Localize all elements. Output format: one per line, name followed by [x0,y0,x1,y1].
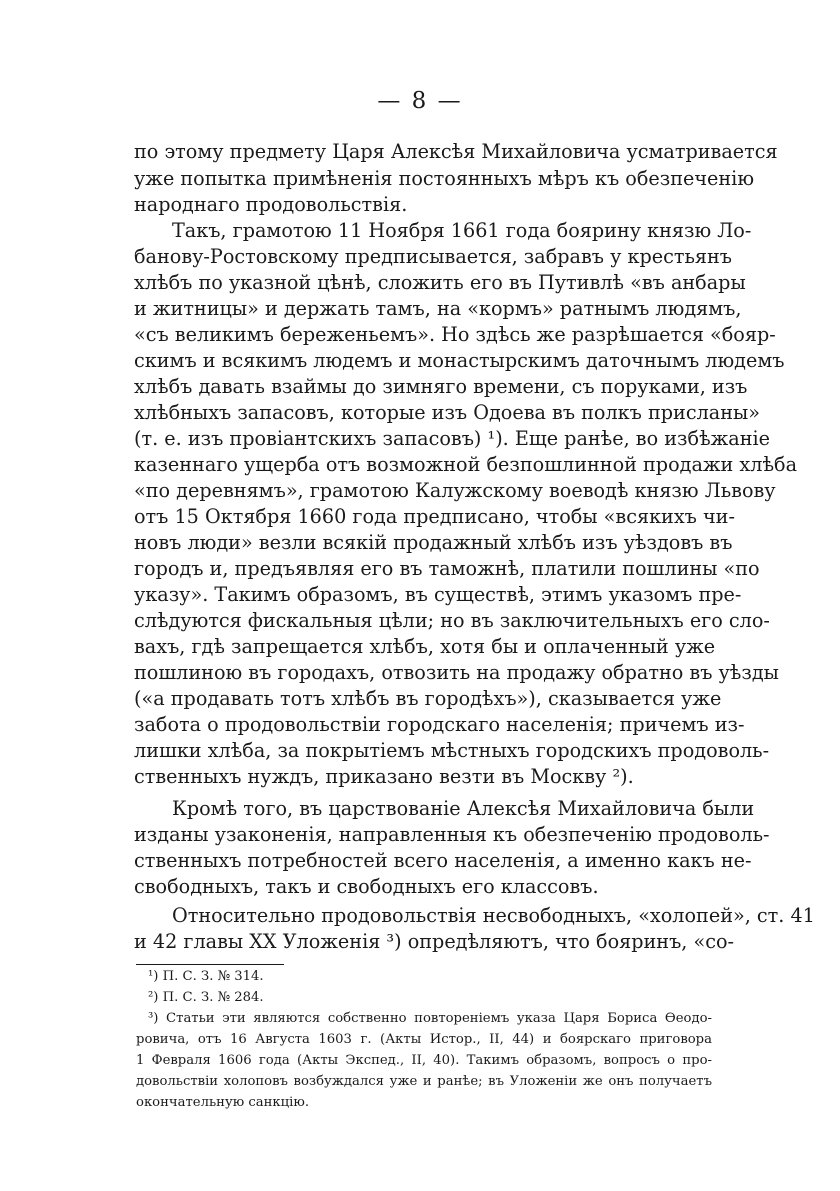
text-line: ственныхъ нуждъ, приказано везти въ Москву ²). [134,765,634,788]
text-line: отъ 15 Октября 1660 года предписано, чтобы «всякихъ чи- [134,505,735,528]
text-line: (т. е. изъ провіантскихъ запасовъ) ¹). Еще ранѣе, во избѣжаніе [134,427,771,450]
footnote: ровича, отъ 16 Августа 1603 г. (Акты Истор., II, 44) и боярскаго приговора [136,1032,712,1047]
text-line: хлѣбъ давать взаймы до зимняго времени, съ поруками, изъ [134,375,748,398]
footnote-divider [136,964,284,965]
text-line: («а продавать тотъ хлѣбъ въ городѣхъ»), сказывается уже [134,687,722,710]
text-line: лишки хлѣба, за покрытіемъ мѣстныхъ городскихъ продоволь- [134,739,770,762]
text-line: по этому предмету Царя Алексѣя Михайловича усматривается [134,140,778,163]
footnote: ²) П. С. З. № 284. [148,990,264,1005]
text-line: банову-Ростовскому предписывается, забравъ у крестьянъ [134,245,732,268]
text-line: указу». Такимъ образомъ, въ существѣ, этимъ указомъ пре- [134,583,742,606]
text-line: «съ великимъ береженьемъ». Но здѣсь же разрѣшается «бояр- [134,323,776,346]
text-line: изданы узаконенія, направленныя къ обезпеченію продоволь- [134,823,770,846]
text-line: «по деревнямъ», грамотою Калужскому воеводѣ князю Львову [134,479,776,502]
text-line: Такъ, грамотою 11 Ноября 1661 года боярину князю Ло- [172,219,752,242]
text-line: слѣдуются фискальныя цѣли; но въ заключительныхъ его сло- [134,609,770,632]
text-line: Относительно продовольствія несвободныхъ, «холопей», ст. 41 [172,904,815,927]
text-line: ственныхъ потребностей всего населенія, а именно какъ не- [134,849,752,872]
text-line: городъ и, предъявляя его въ таможнѣ, платили пошлины «по [134,557,760,580]
text-line: казеннаго ущерба отъ возможной безпошлинной продажи хлѣба [134,453,798,476]
footnote: 1 Февраля 1606 года (Акты Экспед., II, 40). Такимъ образомъ, вопросъ о про- [136,1053,712,1068]
text-line: уже попытка примѣненія постоянныхъ мѣръ къ обезпеченію [134,167,755,190]
text-line: народнаго продовольствія. [134,193,408,216]
text-line: Кромѣ того, въ царствованіе Алексѣя Михайловича были [172,797,755,820]
footnote: довольствіи холоповъ возбуждался уже и ранѣе; въ Уложеніи же онъ получаетъ [136,1074,712,1089]
page-number: — 8 — [377,88,463,114]
text-line: свободныхъ, такъ и свободныхъ его классовъ. [134,875,599,898]
text-line: скимъ и всякимъ людемъ и монастырскимъ даточнымъ людемъ [134,349,785,372]
footnote: ³) Статьи эти являются собственно повтореніемъ указа Царя Бориса Ѳеодо- [148,1011,712,1026]
text-line: вахъ, гдѣ запрещается хлѣбъ, хотя бы и оплаченный уже [134,635,716,658]
text-line: и житницы» и держать тамъ, на «кормъ» ратнымъ людямъ, [134,297,742,320]
footnote: ¹) П. С. З. № 314. [148,969,264,984]
text-line: и 42 главы XX Уложенія ³) опредѣляютъ, что бояринъ, «со- [134,930,735,953]
footnote: окончательную санкцію. [136,1095,310,1110]
text-line: пошлиною въ городахъ, отвозить на продажу обратно въ уѣзды [134,661,779,684]
text-line: новъ люди» везли всякій продажный хлѣбъ изъ уѣздовъ въ [134,531,733,554]
text-line: хлѣбныхъ запасовъ, которые изъ Одоева въ полкъ присланы» [134,401,761,424]
text-line: хлѣбъ по указной цѣнѣ, сложить его въ Путивлѣ «въ анбары [134,271,746,294]
text-line: забота о продовольствіи городскаго населенія; причемъ из- [134,713,745,736]
